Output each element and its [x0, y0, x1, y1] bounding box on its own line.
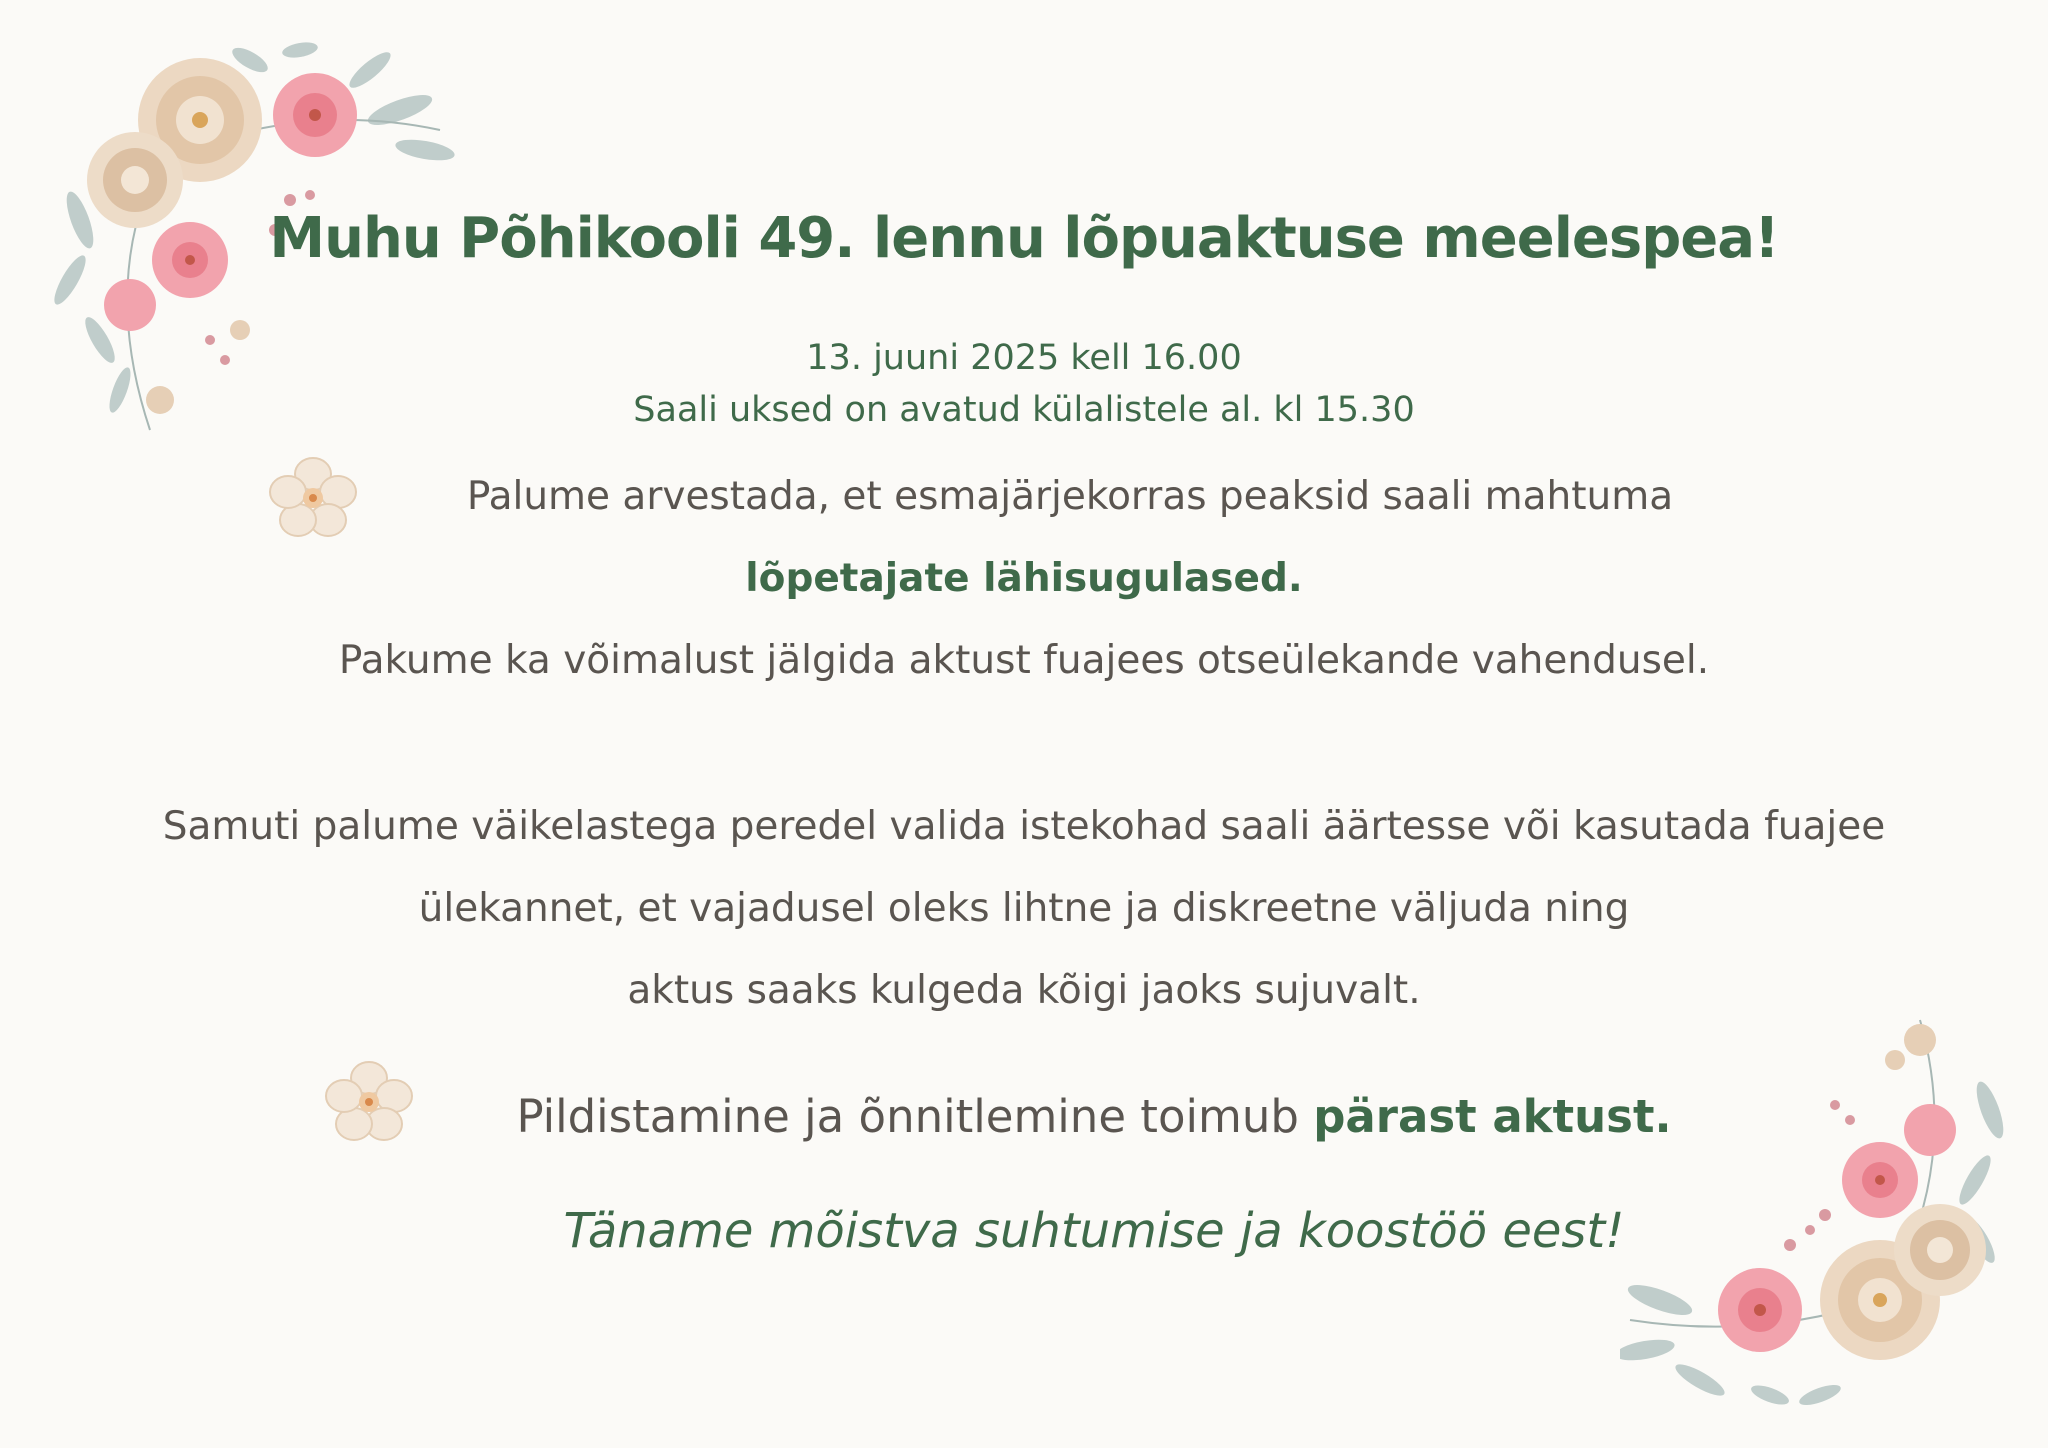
- seating-line-2-bold: lõpetajate lähisugulased.: [745, 556, 1303, 601]
- families-line-2: ülekannet, et vajadusel oleks lihtne ja diskreetne väljuda ning: [418, 886, 1630, 931]
- photos-note-text: Pildistamine ja õnnitlemine toimub: [516, 1090, 1314, 1143]
- families-line-3: aktus saaks kulgeda kõigi jaoks sujuvalt.: [627, 968, 1421, 1013]
- families-line-1: Samuti palume väikelastega peredel valida istekohad saali äärtesse või kasutada fuajee: [162, 804, 1886, 849]
- page-title: Muhu Põhikooli 49. lennu lõpuaktuse meelespea!: [269, 206, 1779, 271]
- event-date-time: 13. juuni 2025 kell 16.00: [806, 338, 1242, 378]
- photos-note: [0, 1090, 2048, 1143]
- seating-line-1: Palume arvestada, et esmajärjekorras peaksid saali mahtuma: [466, 474, 1674, 519]
- thanks-note: Täname mõistva suhtumise ja koostöö eest!: [563, 1203, 1625, 1259]
- doors-open-time: Saali uksed on avatud külalistele al. kl 15.30: [633, 390, 1415, 430]
- seating-line-3: Pakume ka võimalust jälgida aktust fuajees otseülekande vahendusel.: [338, 638, 1710, 683]
- photos-note-bold: pärast aktust.: [1313, 1090, 1672, 1143]
